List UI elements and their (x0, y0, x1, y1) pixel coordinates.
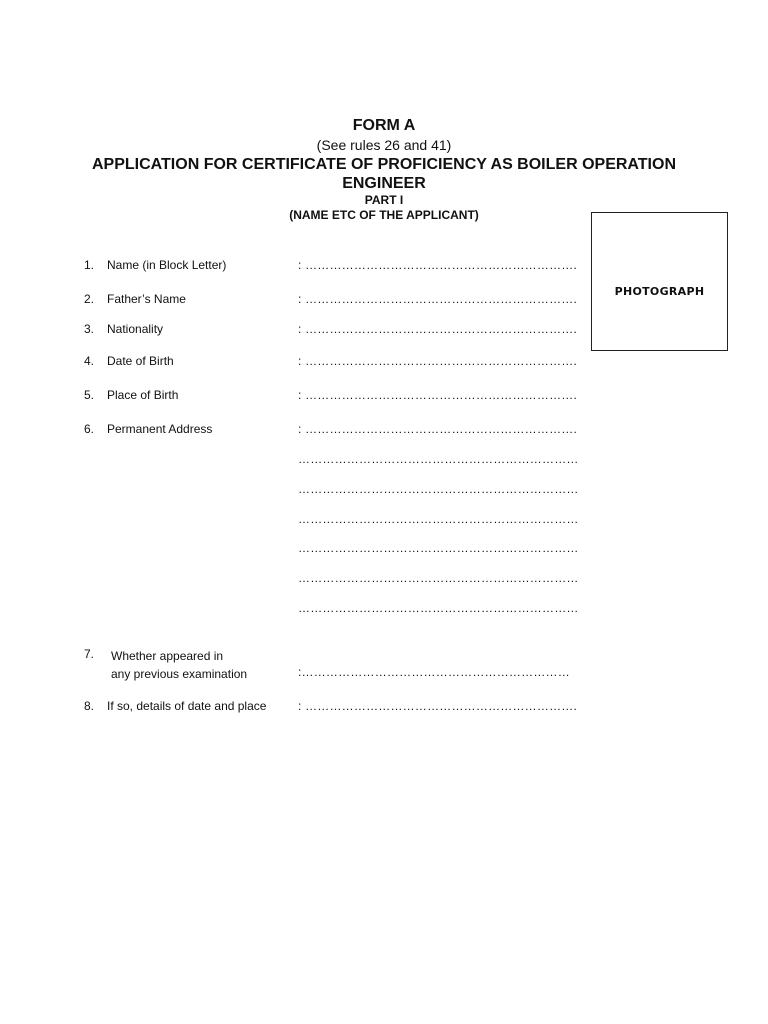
nationality-input-line[interactable]: : …………………………………………………………. (298, 322, 578, 336)
form-heading (0, 155, 768, 193)
address-continuation-line[interactable]: …………………………………………………………… (298, 571, 579, 585)
field-number: 4. (84, 354, 95, 368)
place-of-birth-input-line[interactable]: : …………………………………………………………. (298, 388, 578, 402)
field-number: 6. (84, 422, 95, 436)
field-fathers-name (0, 292, 768, 310)
photograph-label: PHOTOGRAPH (614, 285, 705, 298)
part-title: PART I (364, 193, 404, 207)
part-subtitle: (NAME ETC OF THE APPLICANT) (289, 208, 479, 222)
field-number: 1. (84, 258, 95, 272)
field-permanent-address (0, 422, 768, 440)
address-continuation-line[interactable]: …………………………………………………………… (298, 452, 579, 466)
field-label: Father’s Name (107, 292, 186, 306)
form-title: FORM A (352, 117, 416, 134)
address-continuation-line[interactable]: …………………………………………………………… (298, 482, 579, 496)
field-label (111, 647, 247, 683)
name-input-line[interactable]: : …………………………………………………………. (298, 258, 578, 272)
field-label-line2: any previous examination (111, 667, 248, 681)
field-nationality (0, 322, 768, 340)
field-place-of-birth (0, 388, 768, 406)
field-exam-details (0, 699, 768, 717)
form-subtitle: (See rules 26 and 41) (316, 137, 452, 153)
form-heading-line2: ENGINEER (342, 175, 426, 192)
field-label: Nationality (107, 322, 164, 336)
field-label: Place of Birth (107, 388, 179, 402)
field-label: Permanent Address (107, 422, 213, 436)
field-label: If so, details of date and place (107, 699, 267, 713)
field-number: 3. (84, 322, 95, 336)
field-label: Name (in Block Letter) (107, 258, 227, 272)
field-number: 7. (84, 647, 95, 661)
field-number: 5. (84, 388, 95, 402)
form-heading-line1: APPLICATION FOR CERTIFICATE OF PROFICIENCY AS BOILER OPERATION (91, 156, 676, 173)
field-date-of-birth (0, 354, 768, 372)
field-name (0, 258, 768, 276)
field-previous-examination (0, 647, 768, 683)
permanent-address-input-line[interactable]: : …………………………………………………………. (298, 422, 578, 436)
field-number: 8. (84, 699, 95, 713)
field-label: Date of Birth (107, 354, 174, 368)
address-continuation-line[interactable]: …………………………………………………………… (298, 541, 579, 555)
address-continuation-line[interactable]: …………………………………………………………… (298, 601, 579, 615)
address-continuation-line[interactable]: …………………………………………………………… (298, 512, 579, 526)
date-of-birth-input-line[interactable]: : …………………………………………………………. (298, 354, 578, 368)
field-label-line1: Whether appeared in (111, 649, 224, 663)
previous-examination-input-line[interactable]: :………………………………………………………… (298, 665, 570, 679)
exam-details-input-line[interactable]: : …………………………………………………………. (298, 699, 578, 713)
field-number: 2. (84, 292, 95, 306)
fathers-name-input-line[interactable]: : …………………………………………………………. (298, 292, 578, 306)
